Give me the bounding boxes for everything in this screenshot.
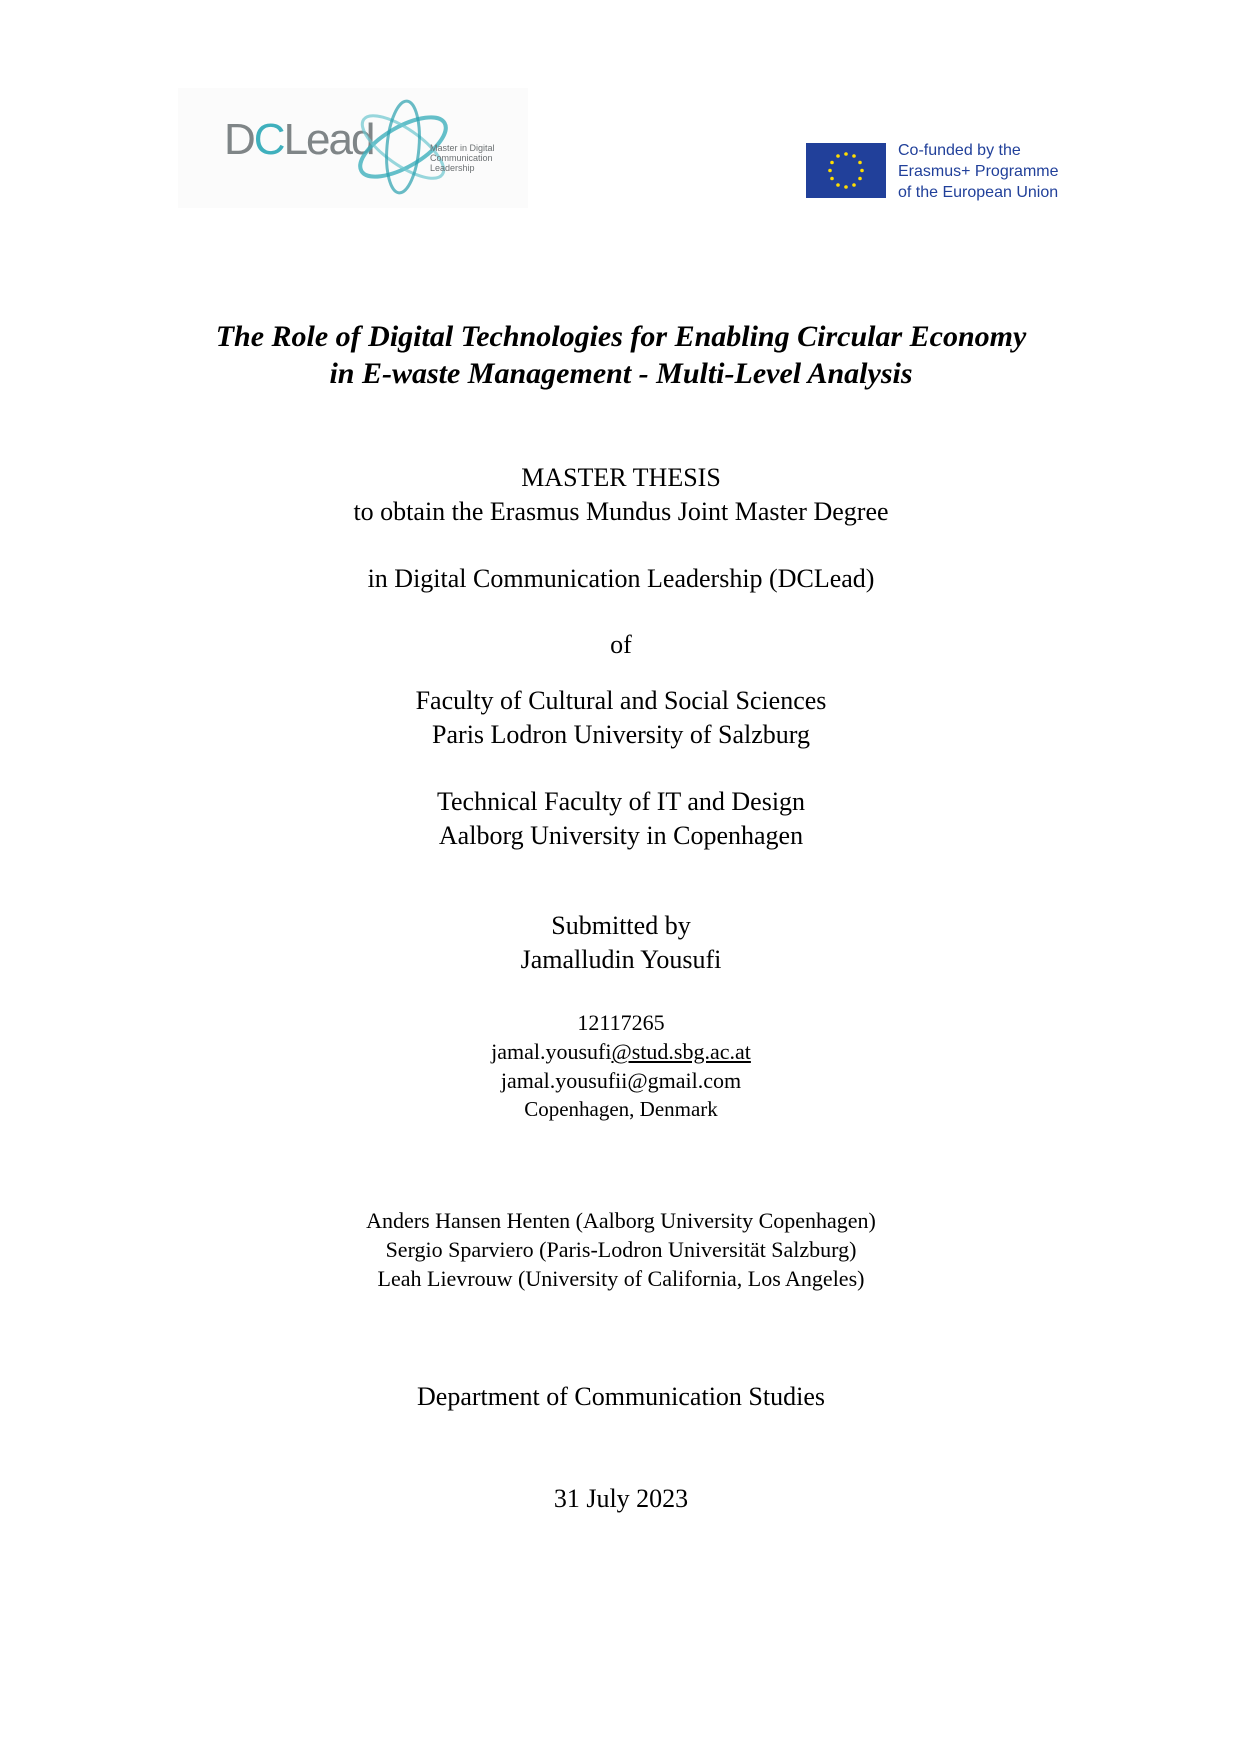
- degree-purpose: to obtain the Erasmus Mundus Joint Master Degree: [353, 497, 889, 526]
- author-block: Submitted by Jamalludin Yousufi: [0, 909, 1242, 977]
- student-id: 12117265: [577, 1010, 665, 1035]
- author-contact: [0, 1008, 1242, 1124]
- supervisor: Leah Lievrouw (University of California, Los Angeles): [377, 1266, 865, 1291]
- thesis-title: The Role of Digital Technologies for Enabling Circular Economy in E-waste Management - Multi-Level Analysis: [215, 320, 1027, 390]
- supervisor: Sergio Sparviero (Paris-Lodron Universität Salzburg): [385, 1237, 857, 1262]
- dclead-logo: [178, 88, 528, 208]
- degree-program: in Digital Communication Leadership (DCLead): [367, 564, 875, 593]
- eu-cofunded-text: Co-funded by the Erasmus+ Programme of the European Union: [898, 142, 1059, 201]
- eu-flag-icon: [806, 143, 886, 198]
- degree-of: of: [610, 630, 632, 659]
- degree-type: MASTER THESIS: [521, 463, 721, 492]
- eu-erasmus-logo: [806, 138, 1081, 208]
- dclead-subtitle: Master in Digital Communication Leadership: [430, 143, 495, 173]
- institution-aalborg: Technical Faculty of IT and Design Aalborg University in Copenhagen: [436, 787, 806, 850]
- email-university[interactable]: jamal.yousufi@stud.sbg.ac.at: [491, 1039, 751, 1064]
- submission-date: 31 July 2023: [553, 1484, 689, 1513]
- dclead-wordmark: DCLead: [224, 115, 374, 164]
- institution-salzburg: Faculty of Cultural and Social Sciences Paris Lodron University of Salzburg: [415, 686, 827, 749]
- author-name: Jamalludin Yousufi: [520, 945, 722, 974]
- supervisors-list: [0, 1206, 1242, 1293]
- email-personal: jamal.yousufii@gmail.com: [500, 1068, 742, 1093]
- department: Department of Communication Studies: [417, 1382, 825, 1411]
- supervisor: Anders Hansen Henten (Aalborg University Copenhagen): [366, 1208, 876, 1233]
- author-location: Copenhagen, Denmark: [524, 1097, 718, 1121]
